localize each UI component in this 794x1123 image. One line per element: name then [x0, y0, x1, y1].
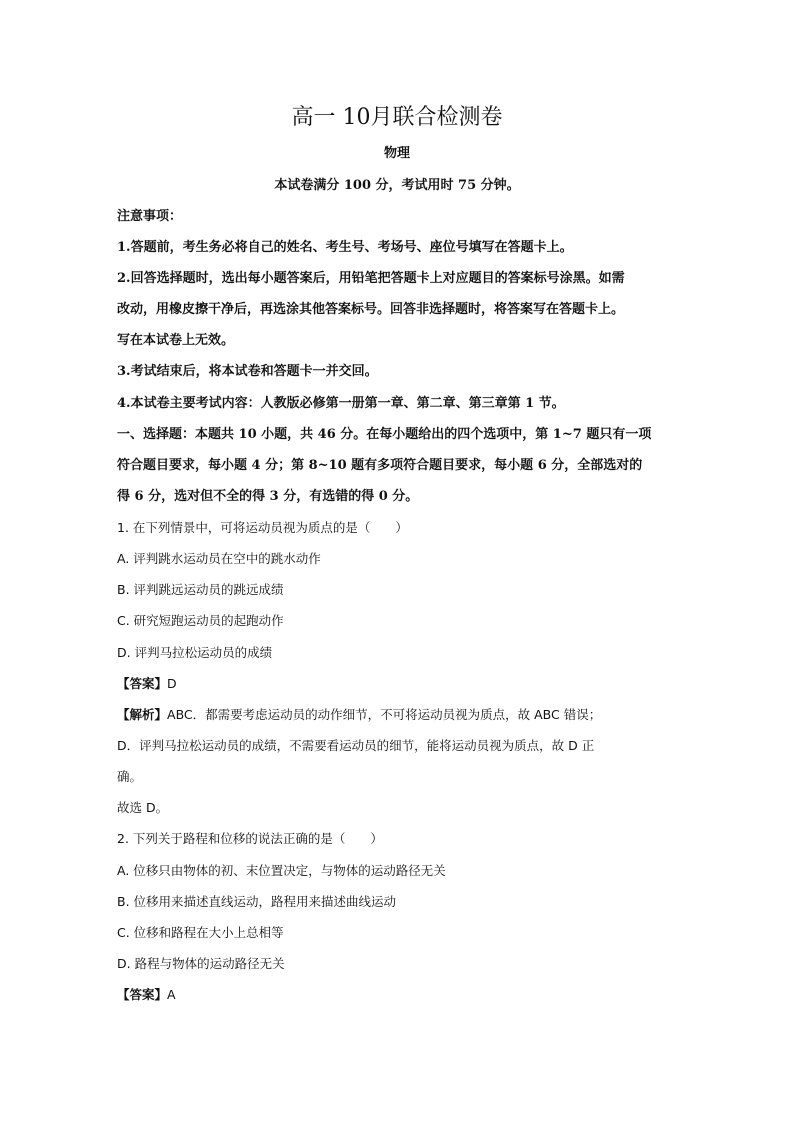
- notice-item-1: 1.答题前，考生务必将自己的姓名、考生号、考场号、座位号填写在答题卡上。: [117, 240, 573, 255]
- q2-option-d: D. 路程与物体的运动路径无关: [117, 956, 285, 971]
- notice-item-4: 4.本试卷主要考试内容：人教版必修第一册第一章、第二章、第三章第 1 节。: [117, 396, 565, 411]
- q2-answer: [117, 986, 677, 1004]
- section-header-line-3: 得 6 分，选对但不全的得 3 分，有选错的得 0 分。: [117, 489, 419, 504]
- q1-stem: 1. 在下列情景中，可将运动员视为质点的是（ ）: [117, 520, 408, 535]
- q1-conclusion: 故选 D。: [117, 800, 169, 815]
- q1-option-d: D. 评判马拉松运动员的成绩: [117, 645, 273, 660]
- notice-item-2-cont: 改动，用橡皮擦干净后，再选涂其他答案标号。回答非选择题时，将答案写在答题卡上。: [117, 302, 625, 317]
- answer-value: D: [167, 676, 177, 691]
- q1-analysis: [117, 706, 677, 724]
- q1-answer: [117, 675, 677, 693]
- answer-label: 【答案】: [117, 987, 168, 1002]
- q1-analysis-line-2: D．评判马拉松运动员的成绩，不需要看运动员的细节，能将运动员视为质点，故 D 正: [117, 738, 595, 753]
- q1-analysis-line-3: 确。: [117, 769, 143, 784]
- section-header-line-2: 符合题目要求，每小题 4 分；第 8~10 题有多项符合题目要求，每小题 6 分，全部选对的: [117, 458, 643, 473]
- section-header-line-1: 一、选择题：本题共 10 小题，共 46 分。在每小题给出的四个选项中，第 1~7 题只有一项: [117, 427, 652, 442]
- answer-value: A: [167, 987, 176, 1002]
- q2-option-a: A. 位移只由物体的初、末位置决定，与物体的运动路径无关: [117, 863, 446, 878]
- q2-stem: 2. 下列关于路程和位移的说法正确的是（ ）: [117, 831, 383, 846]
- q1-option-b: B. 评判跳远运动员的跳远成绩: [117, 582, 284, 597]
- exam-title: 高一 10月联合检测卷: [291, 105, 503, 130]
- answer-label: 【答案】: [117, 676, 168, 691]
- exam-info: 本试卷满分 100 分，考试用时 75 分钟。: [274, 178, 520, 193]
- subject-label: 物理: [383, 146, 410, 161]
- notice-item-2: 2.回答选择题时，选出每小题答案后，用铅笔把答题卡上对应题目的答案标号涂黑。如需: [117, 271, 625, 286]
- q2-option-b: B. 位移用来描述直线运动，路程用来描述曲线运动: [117, 894, 397, 909]
- notice-item-3: 3.考试结束后，将本试卷和答题卡一并交回。: [117, 364, 378, 379]
- notice-item-2-end: 写在本试卷上无效。: [117, 333, 235, 348]
- q1-option-c: C. 研究短跑运动员的起跑动作: [117, 613, 284, 628]
- q1-option-a: A. 评判跳水运动员在空中的跳水动作: [117, 551, 321, 566]
- q2-option-c: C. 位移和路程在大小上总相等: [117, 925, 284, 940]
- analysis-line-1: ABC．都需要考虑运动员的动作细节，不可将运动员视为质点，故 ABC 错误；: [167, 707, 602, 722]
- analysis-label: 【解析】: [117, 707, 168, 722]
- notice-heading: 注意事项：: [117, 209, 183, 224]
